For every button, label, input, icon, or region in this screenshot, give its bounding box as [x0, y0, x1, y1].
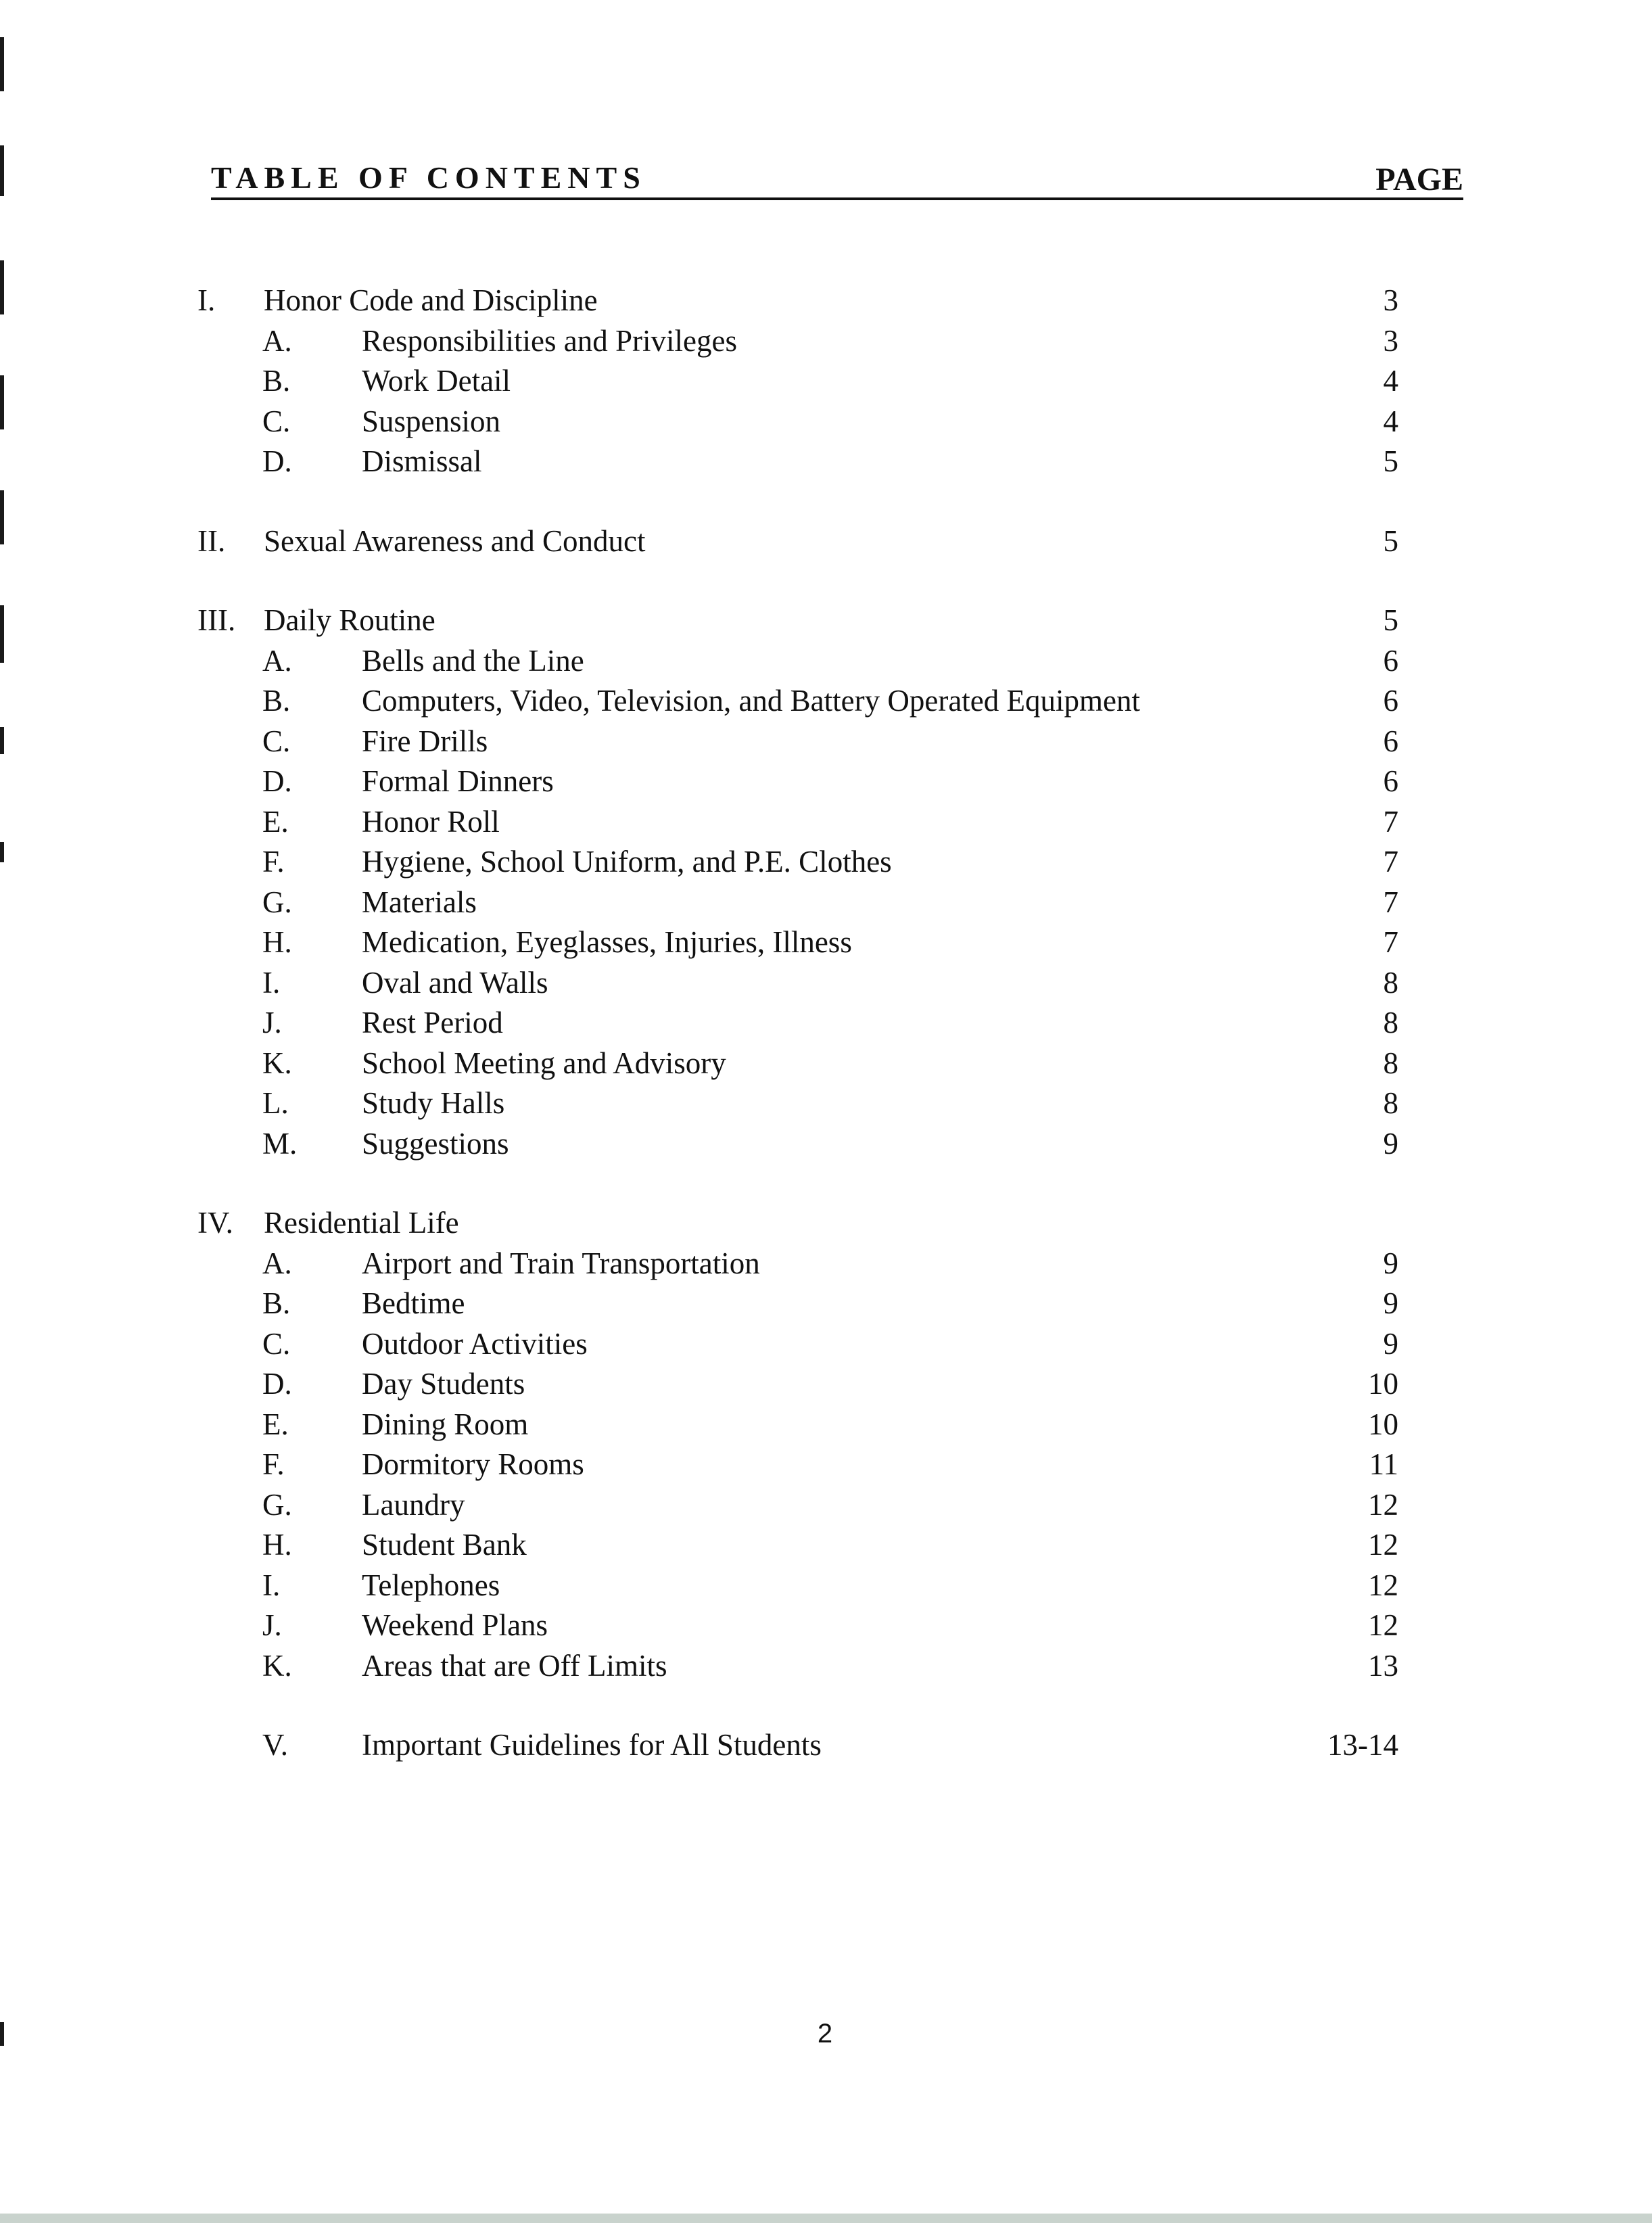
- item-page-number: 7: [1383, 845, 1398, 879]
- item-number: I.: [262, 965, 281, 1000]
- item-title: Formal Dinners: [362, 764, 554, 798]
- toc-entry: [0, 1364, 1652, 1403]
- item-page-number: 6: [1383, 643, 1398, 678]
- section-number: V.: [262, 1728, 288, 1762]
- item-title: Airport and Train Transportation: [362, 1246, 760, 1280]
- section-title: Important Guidelines for All Students: [362, 1728, 822, 1762]
- toc-entry: [0, 922, 1652, 962]
- item-title: Day Students: [362, 1367, 525, 1401]
- binding-mark: [0, 2022, 4, 2046]
- item-number: H.: [262, 925, 292, 959]
- section-number: IV.: [197, 1206, 233, 1240]
- toc-section: [0, 1725, 1652, 1764]
- item-number: D.: [262, 444, 292, 478]
- item-number: K.: [262, 1046, 292, 1080]
- toc-entry: [0, 722, 1652, 761]
- toc-section: [0, 1203, 1652, 1242]
- item-page-number: 9: [1383, 1286, 1398, 1320]
- section-number: II.: [197, 523, 226, 558]
- item-title: Responsibilities and Privileges: [362, 323, 737, 358]
- item-page-number: 12: [1368, 1528, 1398, 1562]
- binding-mark: [0, 145, 4, 196]
- item-title: Rest Period: [362, 1006, 503, 1039]
- item-page-number: 8: [1383, 1006, 1398, 1039]
- toc-entry: [0, 883, 1652, 922]
- section-page-number: 5: [1383, 523, 1398, 558]
- binding-mark: [0, 37, 4, 91]
- toc-entry: [0, 1405, 1652, 1444]
- item-number: K.: [262, 1648, 292, 1683]
- item-title: Work Detail: [362, 364, 511, 398]
- section-page-number: 13-14: [1327, 1728, 1398, 1762]
- item-title: Dining Room: [362, 1407, 529, 1441]
- toc-header: [211, 160, 1463, 200]
- section-number: I.: [197, 283, 216, 317]
- item-page-number: 7: [1383, 885, 1398, 919]
- item-title: School Meeting and Advisory: [362, 1046, 726, 1080]
- toc-entry: [0, 681, 1652, 720]
- toc-entry: [0, 402, 1652, 441]
- item-number: C.: [262, 404, 291, 438]
- title-underline: [211, 197, 1463, 200]
- item-page-number: 12: [1368, 1608, 1398, 1642]
- item-page-number: 8: [1383, 1086, 1398, 1120]
- toc-entry: [0, 802, 1652, 841]
- toc-entry: [0, 1646, 1652, 1685]
- toc-entry: [0, 762, 1652, 801]
- section-title: Residential Life: [264, 1206, 459, 1240]
- toc-entry: [0, 1003, 1652, 1042]
- item-page-number: 7: [1383, 804, 1398, 839]
- item-page-number: 6: [1383, 684, 1398, 718]
- item-title: Dismissal: [362, 444, 482, 478]
- item-title: Telephones: [362, 1568, 500, 1602]
- toc-entry: [0, 842, 1652, 881]
- item-page-number: 3: [1383, 323, 1398, 358]
- toc-title: TABLE OF CONTENTS: [211, 160, 646, 195]
- item-number: G.: [262, 885, 292, 919]
- toc-entry: [0, 1124, 1652, 1163]
- section-title: Sexual Awareness and Conduct: [264, 523, 646, 558]
- toc-section: [0, 521, 1652, 561]
- item-page-number: 8: [1383, 965, 1398, 1000]
- item-page-number: 6: [1383, 764, 1398, 798]
- item-number: E.: [262, 1407, 289, 1441]
- toc-entry: [0, 442, 1652, 481]
- item-page-number: 13: [1368, 1648, 1398, 1683]
- item-number: J.: [262, 1608, 282, 1642]
- item-number: L.: [262, 1086, 289, 1120]
- section-title: Daily Routine: [264, 603, 435, 637]
- item-title: Laundry: [362, 1487, 465, 1522]
- item-title: Areas that are Off Limits: [362, 1648, 667, 1683]
- item-title: Medication, Eyeglasses, Injuries, Illness: [362, 925, 852, 959]
- toc-entry: [0, 1525, 1652, 1564]
- item-page-number: 12: [1368, 1568, 1398, 1602]
- item-title: Outdoor Activities: [362, 1326, 588, 1361]
- item-page-number: 7: [1383, 925, 1398, 959]
- item-title: Bells and the Line: [362, 643, 584, 678]
- item-page-number: 9: [1383, 1326, 1398, 1361]
- toc-entry: [0, 321, 1652, 360]
- toc-entry: [0, 1566, 1652, 1605]
- item-page-number: 9: [1383, 1126, 1398, 1161]
- item-number: B.: [262, 684, 291, 718]
- toc-entry: [0, 1244, 1652, 1283]
- item-page-number: 11: [1369, 1447, 1398, 1481]
- toc-entry: [0, 1083, 1652, 1123]
- item-page-number: 4: [1383, 404, 1398, 438]
- item-number: A.: [262, 1246, 292, 1280]
- item-page-number: 9: [1383, 1246, 1398, 1280]
- toc-section: [0, 281, 1652, 320]
- toc-section: [0, 601, 1652, 640]
- item-title: Hygiene, School Uniform, and P.E. Clothes: [362, 845, 892, 879]
- item-title: Student Bank: [362, 1528, 527, 1562]
- item-title: Fire Drills: [362, 724, 488, 758]
- toc-entry: [0, 1284, 1652, 1323]
- item-number: H.: [262, 1528, 292, 1562]
- toc-entry: [0, 1485, 1652, 1524]
- item-title: Oval and Walls: [362, 965, 548, 1000]
- item-title: Dormitory Rooms: [362, 1447, 584, 1481]
- section-page-number: 3: [1383, 283, 1398, 317]
- item-number: D.: [262, 1367, 292, 1401]
- item-number: D.: [262, 764, 292, 798]
- item-number: A.: [262, 643, 292, 678]
- item-title: Honor Roll: [362, 804, 500, 839]
- item-number: I.: [262, 1568, 281, 1602]
- item-number: J.: [262, 1006, 282, 1039]
- item-number: G.: [262, 1487, 292, 1522]
- item-number: M.: [262, 1126, 298, 1161]
- toc-entry: [0, 1044, 1652, 1083]
- item-number: B.: [262, 364, 291, 398]
- item-title: Suspension: [362, 404, 501, 438]
- item-page-number: 10: [1368, 1407, 1398, 1441]
- section-title: Honor Code and Discipline: [264, 283, 598, 317]
- item-title: Weekend Plans: [362, 1608, 548, 1642]
- toc-entry: [0, 1324, 1652, 1363]
- item-number: F.: [262, 1447, 285, 1481]
- item-page-number: 10: [1368, 1367, 1398, 1401]
- item-number: C.: [262, 1326, 291, 1361]
- item-title: Study Halls: [362, 1086, 505, 1120]
- page-number: 2: [817, 2019, 833, 2049]
- item-title: Materials: [362, 885, 477, 919]
- item-page-number: 6: [1383, 724, 1398, 758]
- item-number: E.: [262, 804, 289, 839]
- item-number: C.: [262, 724, 291, 758]
- item-title: Suggestions: [362, 1126, 509, 1161]
- toc-entry: [0, 1445, 1652, 1484]
- item-number: B.: [262, 1286, 291, 1320]
- toc-entry: [0, 1606, 1652, 1645]
- item-page-number: 5: [1383, 444, 1398, 478]
- item-page-number: 12: [1368, 1487, 1398, 1522]
- scan-bottom-edge: [0, 2214, 1652, 2223]
- item-title: Computers, Video, Television, and Battery Operated Equipment: [362, 684, 1140, 718]
- item-number: F.: [262, 845, 285, 879]
- page-column-label: PAGE: [1375, 162, 1463, 197]
- toc-entry: [0, 963, 1652, 1002]
- item-page-number: 8: [1383, 1046, 1398, 1080]
- section-number: III.: [197, 603, 236, 637]
- toc-entry: [0, 361, 1652, 400]
- item-number: A.: [262, 323, 292, 358]
- toc-entry: [0, 641, 1652, 680]
- item-title: Bedtime: [362, 1286, 465, 1320]
- item-page-number: 4: [1383, 364, 1398, 398]
- section-page-number: 5: [1383, 603, 1398, 637]
